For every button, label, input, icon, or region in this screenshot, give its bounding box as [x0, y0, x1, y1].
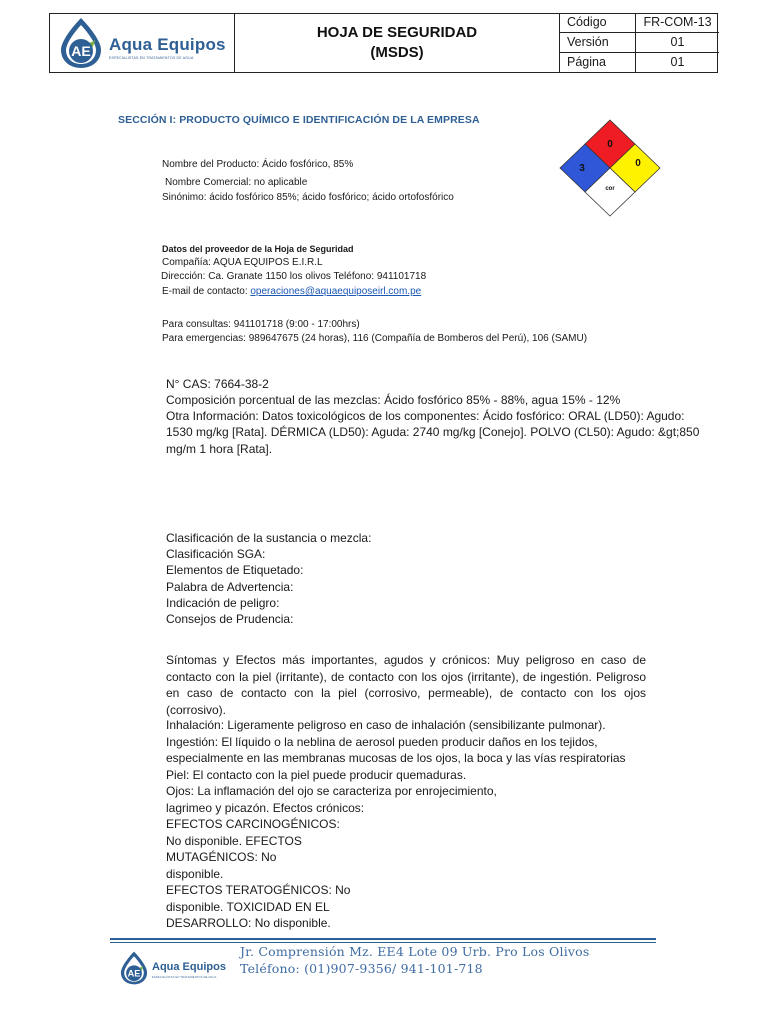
supplier-email-link[interactable]: operaciones@aquaequiposeirl.com.pe — [250, 286, 422, 297]
meta-row-page — [560, 53, 719, 73]
nfpa-special-value: cor — [605, 186, 615, 192]
water-drop-logo-icon — [117, 947, 151, 989]
symptom-line: disponible. — [166, 866, 224, 881]
symptom-line: Ojos: La inflamación del ojo se caracteriza por enrojecimiento, — [166, 784, 497, 798]
symptom-line: Inhalación: Ligeramente peligroso en caso de inhalación (sensibilizante pulmonar). — [166, 718, 606, 732]
meta-key: Versión — [567, 35, 609, 49]
symptom-line: Ingestión: El líquido o la neblina de aerosol pueden producir daños en los tejidos, — [166, 734, 598, 749]
nfpa-flammability-value: 0 — [607, 139, 613, 150]
classification-substance: Clasificación de la sustancia o mezcla: — [166, 531, 372, 545]
footer-divider-thin — [110, 942, 656, 943]
symptoms-paragraph: Síntomas y Efectos más importantes, agudos y crónicos: Muy peligroso en caso de contacto con la piel (irritante), de contacto con los ojos (irritante), de ingestión. Peligroso en caso de contacto con la piel (corrosivo, permeable), de contacto con los ojos (corrosivo). — [166, 653, 646, 717]
water-drop-logo-icon — [55, 16, 107, 70]
other-info-line1: Otra Información: Datos toxicológicos de los componentes: Ácido fosfórico: ORAL (LD50): Agudo: — [166, 409, 685, 423]
supplier-address: Dirección: Ca. Granate 1150 los olivos Teléfono: 941101718 — [161, 271, 427, 282]
document-title-line1: HOJA DE SEGURIDAD — [316, 24, 478, 41]
symptom-line: EFECTOS CARCINOGÉNICOS: — [166, 817, 340, 831]
section-title: SECCIÓN I: PRODUCTO QUÍMICO E IDENTIFICACIÓN DE LA EMPRESA — [118, 114, 480, 126]
logo-text: Aqua Equipos — [109, 35, 226, 54]
classification-sga: Clasificación SGA: — [166, 547, 266, 561]
commercial-name: Nombre Comercial: no aplicable — [165, 177, 308, 188]
meta-value: 01 — [635, 33, 719, 52]
symptom-line: No disponible. EFECTOS — [166, 833, 302, 848]
symptom-line: MUTAGÉNICOS: No — [166, 850, 277, 864]
product-name: Nombre del Producto: Ácido fosfórico, 85% — [162, 159, 354, 170]
supplier-email-row — [162, 284, 421, 299]
supplier-email-label: E-mail de contacto: — [162, 286, 251, 297]
cas-number: N° CAS: 7664-38-2 — [166, 377, 269, 391]
emergency-line: Para emergencias: 989647675 (24 horas), 116 (Compañía de Bomberos del Perú), 106 (SAMU) — [162, 333, 588, 344]
symptom-line: DESARROLLO: No disponible. — [166, 916, 331, 930]
footer-phone: Teléfono: (01)907-9356/ 941-101-718 — [240, 961, 483, 976]
svg-text:AE: AE — [127, 968, 141, 979]
other-info-line2: 1530 mg/kg [Rata]. DÉRMICA (LD50): Aguda: 2740 mg/kg [Conejo]. POLVO (CL50): Agudo: &gt;850 — [166, 425, 700, 439]
meta-value: FR-COM-13 — [635, 13, 719, 32]
footer-logo-tagline: ESPECIALISTAS EN TRATAMIENTOS DE AGUA — [152, 976, 217, 979]
consult-line: Para consultas: 941101718 (9:00 - 17:00hrs) — [162, 319, 360, 330]
footer-address: Jr. Comprensión Mz. EE4 Lote 09 Urb. Pro Los Olivos — [240, 944, 590, 959]
nfpa-reactivity-value: 0 — [635, 158, 641, 169]
footer-logo-text: Aqua Equipos — [152, 961, 226, 973]
symptom-line: lagrimeo y picazón. Efectos crónicos: — [166, 800, 365, 815]
document-title — [235, 13, 559, 73]
supplier-heading: Datos del proveedor de la Hoja de Seguridad — [162, 244, 354, 254]
precaution-advice: Consejos de Prudencia: — [166, 612, 294, 626]
synonym: Sinónimo: ácido fosfórico 85%; ácido fosfórico; ácido ortofosfórico — [162, 192, 454, 203]
logo-tagline: ESPECIALISTAS EN TRATAMIENTOS DE AGUA — [109, 56, 194, 60]
warning-word: Palabra de Advertencia: — [166, 580, 294, 594]
footer-logo — [117, 947, 227, 991]
meta-value: 01 — [635, 53, 719, 72]
symptom-line: Piel: El contacto con la piel puede producir quemaduras. — [166, 767, 467, 782]
meta-key: Código — [567, 15, 607, 29]
other-info-line3: mg/m 1 hora [Rata]. — [166, 442, 273, 456]
footer-divider — [110, 938, 656, 940]
supplier-company: Compañía: AQUA EQUIPOS E.I.R.L — [162, 257, 323, 268]
symptom-line: disponible. TOXICIDAD EN EL — [166, 899, 330, 914]
meta-key: Página — [567, 55, 606, 69]
symptoms-detail — [166, 717, 646, 932]
symptom-line: especialmente en las membranas mucosas de los ojos, la boca y las vías respiratorias — [166, 751, 626, 765]
svg-text:AE: AE — [71, 43, 91, 59]
meta-row-code — [560, 13, 719, 33]
symptom-line: EFECTOS TERATOGÉNICOS: No — [166, 883, 351, 897]
composition-percent: Composición porcentual de las mezclas: Ácido fosfórico 85% - 88%, agua 15% - 12% — [166, 393, 621, 407]
header-logo-cell — [49, 13, 235, 73]
document-title-line2: (MSDS) — [370, 44, 424, 61]
hazard-indication: Indicación de peligro: — [166, 596, 280, 610]
document-meta-grid — [559, 13, 718, 73]
labeling-elements: Elementos de Etiquetado: — [166, 563, 304, 577]
nfpa-diamond-icon — [555, 118, 665, 218]
meta-row-version — [560, 33, 719, 53]
nfpa-health-value: 3 — [579, 163, 585, 174]
